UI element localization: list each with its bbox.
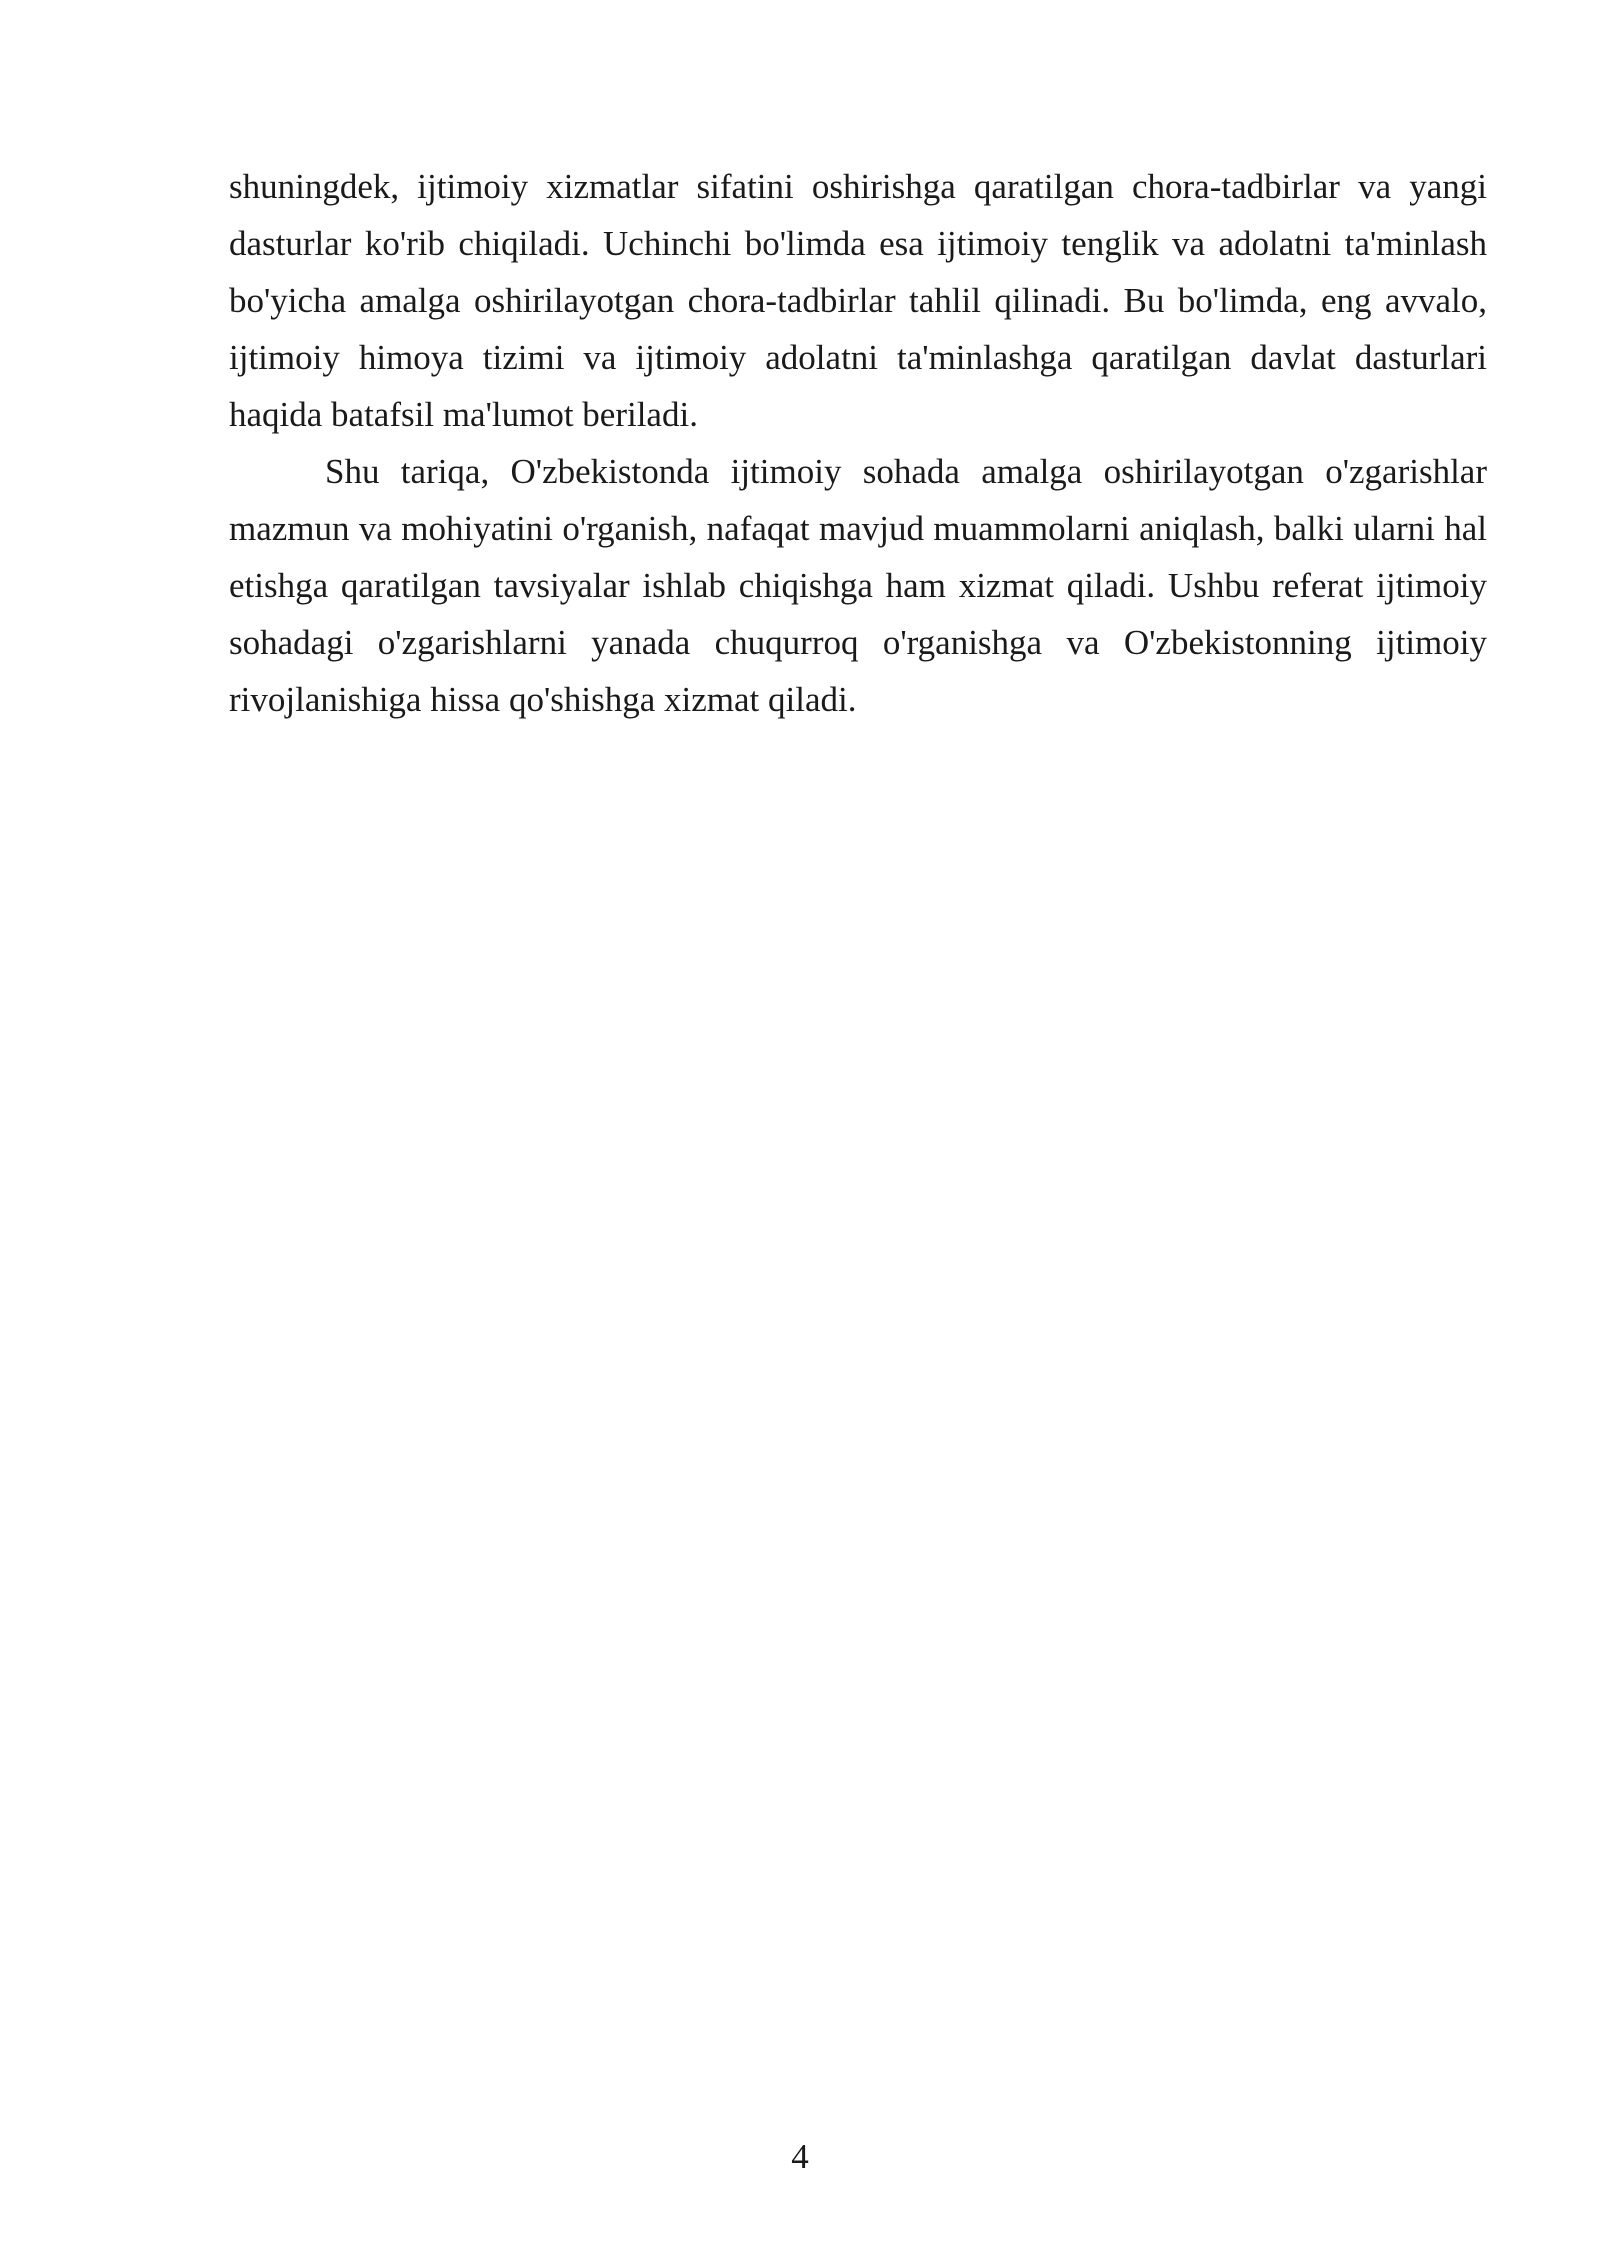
page-number: 4 xyxy=(791,2137,809,2176)
paragraph-conclusion: Shu tariqa, O'zbekistonda ijtimoiy sohada amalga oshirilayotgan o'zgarishlar mazmun va mohiyatini o'rganish, nafaqat mavjud muammolarni aniqlash, balki ularni hal etishga qaratilgan tavsiyalar ishlab chiqishga ham xizmat qiladi. Ushbu referat ijtimoiy sohadagi o'zgarishlarni yanada chuqurroq o'rganishga va O'zbekistonning ijtimoiy rivojlanishiga hissa qo'shishga xizmat qiladi. xyxy=(229,452,1487,719)
paragraph-continuation: shuningdek, ijtimoiy xizmatlar sifatini oshirishga qaratilgan chora-tadbirlar va yangi dasturlar ko'rib chiqiladi. Uchinchi bo'limda esa ijtimoiy tenglik va adolatni ta'minlash bo'yicha amalga oshirilayotgan chora-tadbirlar tahlil qilinadi. Bu bo'limda, eng avvalo, ijtimoiy himoya tizimi va ijtimoiy adolatni ta'minlashga qaratilgan davlat dasturlari haqida batafsil ma'lumot beriladi. xyxy=(229,167,1487,434)
body-text xyxy=(229,158,1487,728)
